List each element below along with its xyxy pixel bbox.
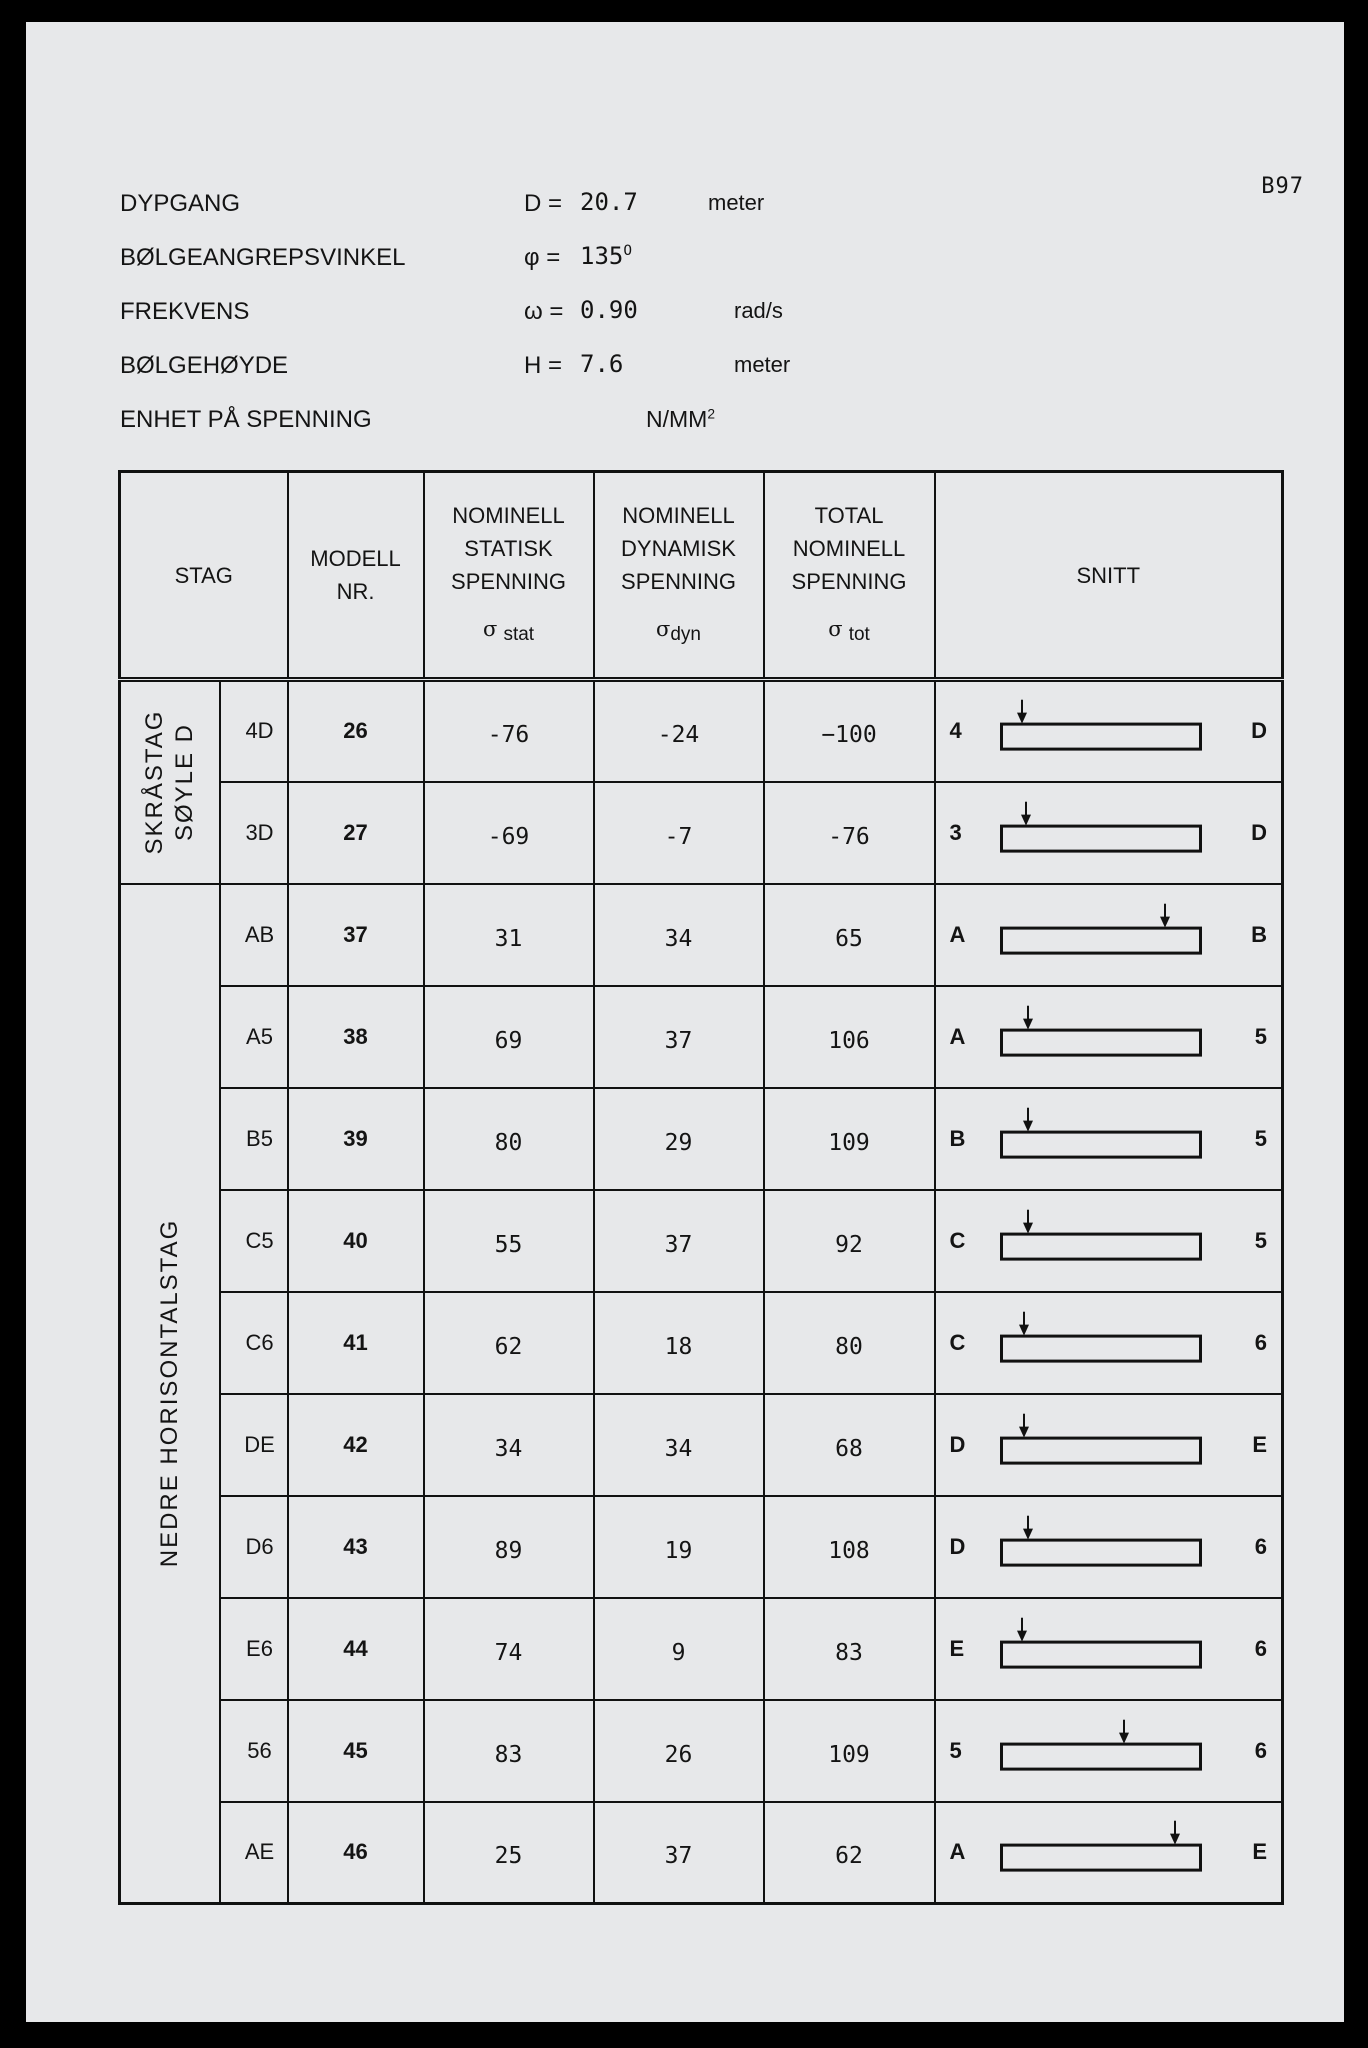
stress-table [118,470,1284,1905]
cell-tot: 109 [764,1700,935,1802]
member-bar-diagram [1000,1028,1202,1056]
snitt-end-node: E [1252,1839,1268,1865]
header-stag: STAG [120,472,288,680]
param-symbol: D = [524,190,563,217]
table-row [120,986,1283,1088]
cell-stag: AE [220,1802,288,1904]
table-row [120,1190,1283,1292]
table-row [120,1496,1283,1598]
cell-modell: 43 [288,1496,424,1598]
section-arrow-icon [1169,1821,1181,1845]
snitt-end-node: 5 [1254,1227,1268,1253]
param-unit: $N/MM^2$ [646,406,716,432]
member-bar-diagram [1000,1130,1202,1158]
cell-stat: 31 [424,884,594,986]
cell-modell: 38 [288,986,424,1088]
cell-stat: -76 [424,680,594,782]
section-arrow-icon [1159,903,1171,927]
snitt-start-node: 5 [949,1737,962,1763]
cell-dyn: -24 [594,680,764,782]
table-row [120,1088,1283,1190]
table-row [120,782,1283,884]
cell-tot: 108 [764,1496,935,1598]
member-bar-diagram [1000,1742,1202,1770]
section-arrow-icon [1016,1617,1028,1641]
cell-dyn: 19 [594,1496,764,1598]
table-row [120,884,1283,986]
header-row [120,472,1283,680]
group-label-text: SKRÅSTAG SØYLE D [140,709,198,855]
cell-stat: 62 [424,1292,594,1394]
snitt-end-node: 5 [1254,1023,1268,1049]
cell-snitt [935,1598,1283,1700]
snitt-end-node: 5 [1254,1125,1268,1151]
cell-stat: 89 [424,1496,594,1598]
cell-stag: AB [220,884,288,986]
snitt-start-node: A [949,1023,966,1049]
cell-snitt [935,1190,1283,1292]
cell-stat: 80 [424,1088,594,1190]
param-label: ENHET PÅ SPENNING [120,406,372,433]
param-unit: meter [734,352,791,377]
cell-modell: 37 [288,884,424,986]
param-value: 20.7 [580,188,638,216]
member-bar-diagram [1000,1640,1202,1668]
cell-snitt [935,986,1283,1088]
snitt-start-node: D [949,1533,966,1559]
cell-snitt [935,1292,1283,1394]
member-bar-diagram [1000,1436,1202,1464]
cell-snitt [935,884,1283,986]
table-row [120,680,1283,782]
snitt-end-node: 6 [1254,1533,1268,1559]
page-code: B97 [1261,174,1304,199]
group-label-text: NEDRE HORISONTALSTAG [155,1219,183,1568]
section-arrow-icon [1118,1719,1130,1743]
section-arrow-icon [1018,1311,1030,1335]
member-bar-diagram [1000,723,1202,751]
param-symbol: ω = [524,298,564,325]
snitt-end-node: 6 [1254,1737,1268,1763]
section-arrow-icon [1020,801,1032,825]
cell-stag: B5 [220,1088,288,1190]
snitt-start-node: E [949,1635,965,1661]
cell-snitt [935,1802,1283,1904]
section-arrow-icon [1018,1413,1030,1437]
snitt-start-node: B [949,1125,966,1151]
param-symbol: φ = [524,244,561,271]
cell-stat: 25 [424,1802,594,1904]
param-unit: meter [708,190,765,215]
param-value: 0.90 [580,296,638,324]
cell-modell: 26 [288,680,424,782]
cell-tot: 62 [764,1802,935,1904]
snitt-start-node: C [949,1227,966,1253]
cell-modell: 27 [288,782,424,884]
member-bar-diagram [1000,1334,1202,1362]
group-label-skrastag [120,680,220,884]
header-statisk: NOMINELL STATISK SPENNING σ stat [424,472,594,680]
cell-tot: 80 [764,1292,935,1394]
header-snitt: SNITT [935,472,1283,680]
cell-modell: 45 [288,1700,424,1802]
snitt-start-node: C [949,1329,966,1355]
param-label: FREKVENS [120,298,250,325]
cell-stag: 56 [220,1700,288,1802]
snitt-end-node: D [1251,819,1268,845]
param-value: $135^O$ [580,242,633,270]
cell-stat: 69 [424,986,594,1088]
param-value: 7.6 [580,350,624,378]
param-label: BØLGEHØYDE [120,352,289,379]
member-bar-diagram [1000,1538,1202,1566]
cell-snitt [935,1700,1283,1802]
snitt-start-node: 3 [949,819,962,845]
cell-stag: 3D [220,782,288,884]
section-arrow-icon [1022,1107,1034,1131]
cell-stat: 74 [424,1598,594,1700]
cell-dyn: 37 [594,1190,764,1292]
cell-dyn: 26 [594,1700,764,1802]
snitt-start-node: 4 [949,718,962,744]
cell-stag: A5 [220,986,288,1088]
cell-tot: 83 [764,1598,935,1700]
snitt-start-node: A [949,921,966,947]
header-dynamisk: NOMINELL DYNAMISK SPENNING σdyn [594,472,764,680]
cell-modell: 42 [288,1394,424,1496]
cell-stat: -69 [424,782,594,884]
cell-dyn: 37 [594,1802,764,1904]
cell-stag: E6 [220,1598,288,1700]
table-row [120,1394,1283,1496]
cell-stag: C5 [220,1190,288,1292]
param-bolgehoyde [120,352,920,392]
cell-snitt [935,1088,1283,1190]
header-total: TOTAL NOMINELL SPENNING σ tot [764,472,935,680]
cell-snitt [935,680,1283,782]
cell-tot: 109 [764,1088,935,1190]
param-symbol: H = [524,352,563,379]
table-row [120,1802,1283,1904]
cell-dyn: 34 [594,884,764,986]
cell-snitt [935,782,1283,884]
cell-dyn: 29 [594,1088,764,1190]
snitt-end-node: D [1251,718,1268,744]
snitt-start-node: A [949,1839,966,1865]
member-bar-diagram [1000,1232,1202,1260]
table-row [120,1700,1283,1802]
member-bar-diagram [1000,926,1202,954]
param-bolgeangrepsvinkel [120,244,920,284]
table-body [120,680,1283,1904]
cell-dyn: 37 [594,986,764,1088]
section-arrow-icon [1022,1005,1034,1029]
cell-stag: DE [220,1394,288,1496]
param-unit: rad/s [734,298,783,323]
header-modell: MODELL NR. [288,472,424,680]
member-bar-diagram [1000,824,1202,852]
section-arrow-icon [1022,1209,1034,1233]
cell-tot: 106 [764,986,935,1088]
cell-snitt [935,1496,1283,1598]
cell-stat: 34 [424,1394,594,1496]
cell-modell: 39 [288,1088,424,1190]
table-row [120,1598,1283,1700]
snitt-start-node: D [949,1431,966,1457]
table-row [120,1292,1283,1394]
cell-modell: 41 [288,1292,424,1394]
snitt-end-node: 6 [1254,1635,1268,1661]
param-frekvens [120,298,920,338]
section-arrow-icon [1022,1515,1034,1539]
cell-tot: -76 [764,782,935,884]
section-arrow-icon [1016,700,1028,724]
cell-stat: 83 [424,1700,594,1802]
snitt-end-node: 6 [1254,1329,1268,1355]
cell-modell: 44 [288,1598,424,1700]
degree-sup: O [623,243,633,259]
cell-tot: −100 [764,680,935,782]
cell-tot: 92 [764,1190,935,1292]
cell-tot: 68 [764,1394,935,1496]
group-label-nedre [120,884,220,1904]
cell-snitt [935,1394,1283,1496]
cell-stag: C6 [220,1292,288,1394]
member-bar-diagram [1000,1844,1202,1872]
param-enhet [120,406,920,446]
cell-stag: 4D [220,680,288,782]
cell-modell: 46 [288,1802,424,1904]
param-label: BØLGEANGREPSVINKEL [120,244,406,271]
cell-dyn: 18 [594,1292,764,1394]
param-dypgang [120,190,920,230]
cell-modell: 40 [288,1190,424,1292]
cell-stag: D6 [220,1496,288,1598]
snitt-end-node: E [1252,1431,1268,1457]
snitt-end-node: B [1251,921,1268,947]
cell-tot: 65 [764,884,935,986]
cell-dyn: -7 [594,782,764,884]
cell-dyn: 34 [594,1394,764,1496]
param-label: DYPGANG [120,190,241,217]
cell-stat: 55 [424,1190,594,1292]
cell-dyn: 9 [594,1598,764,1700]
